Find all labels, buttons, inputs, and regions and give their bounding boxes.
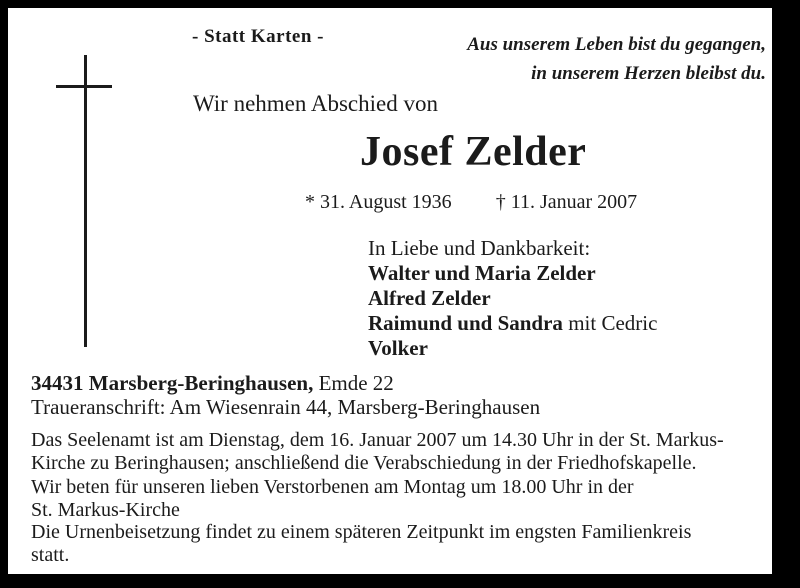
cross-icon-vertical-bar [84,55,87,347]
mourner-line: Walter und Maria Zelder [368,261,596,285]
mourner-line: Alfred Zelder [368,286,491,310]
life-dates [305,191,637,214]
urn-burial-paragraph: Die Urnenbeisetzung findet zu einem späteren Zeitpunkt im engsten Familienkreis statt. [31,521,692,566]
farewell-intro: Wir nehmen Abschied von [193,91,438,116]
obituary-notice [8,8,772,574]
birth-date: * 31. August 1936 [305,191,452,213]
epigraph [467,30,766,88]
address-block [31,371,540,419]
cross-icon-horizontal-bar [56,85,112,88]
mourners-list [368,261,657,361]
death-date: † 11. Januar 2007 [495,191,638,213]
gratitude-line: In Liebe und Dankbarkeit: [368,236,591,260]
epigraph-line-1: Aus unserem Leben bist du gegangen, [467,34,766,55]
mourner-line: Raimund und Sandra mit Cedric [368,311,658,335]
home-address-line: 34431 Marsberg-Beringhausen, Emde 22 [31,371,394,395]
deceased-name: Josef Zelder [360,129,587,175]
mourning-address-line: Traueranschrift: Am Wiesenrain 44, Marsberg-Beringhausen [31,395,541,419]
epigraph-line-2: in unserem Herzen bleibst du. [531,63,766,84]
mourner-line: Volker [368,336,428,360]
prayer-paragraph: Wir beten für unseren lieben Verstorbenen am Montag um 18.00 Uhr in der St. Markus-Kirche [31,476,634,521]
requiem-paragraph: Das Seelenamt ist am Dienstag, dem 16. Januar 2007 um 14.30 Uhr in der St. Markus- Kirche zu Beringhausen; anschließend die Verabschiedung in der Friedhofskapelle. [31,429,724,474]
statt-karten-label: - Statt Karten - [192,26,324,47]
